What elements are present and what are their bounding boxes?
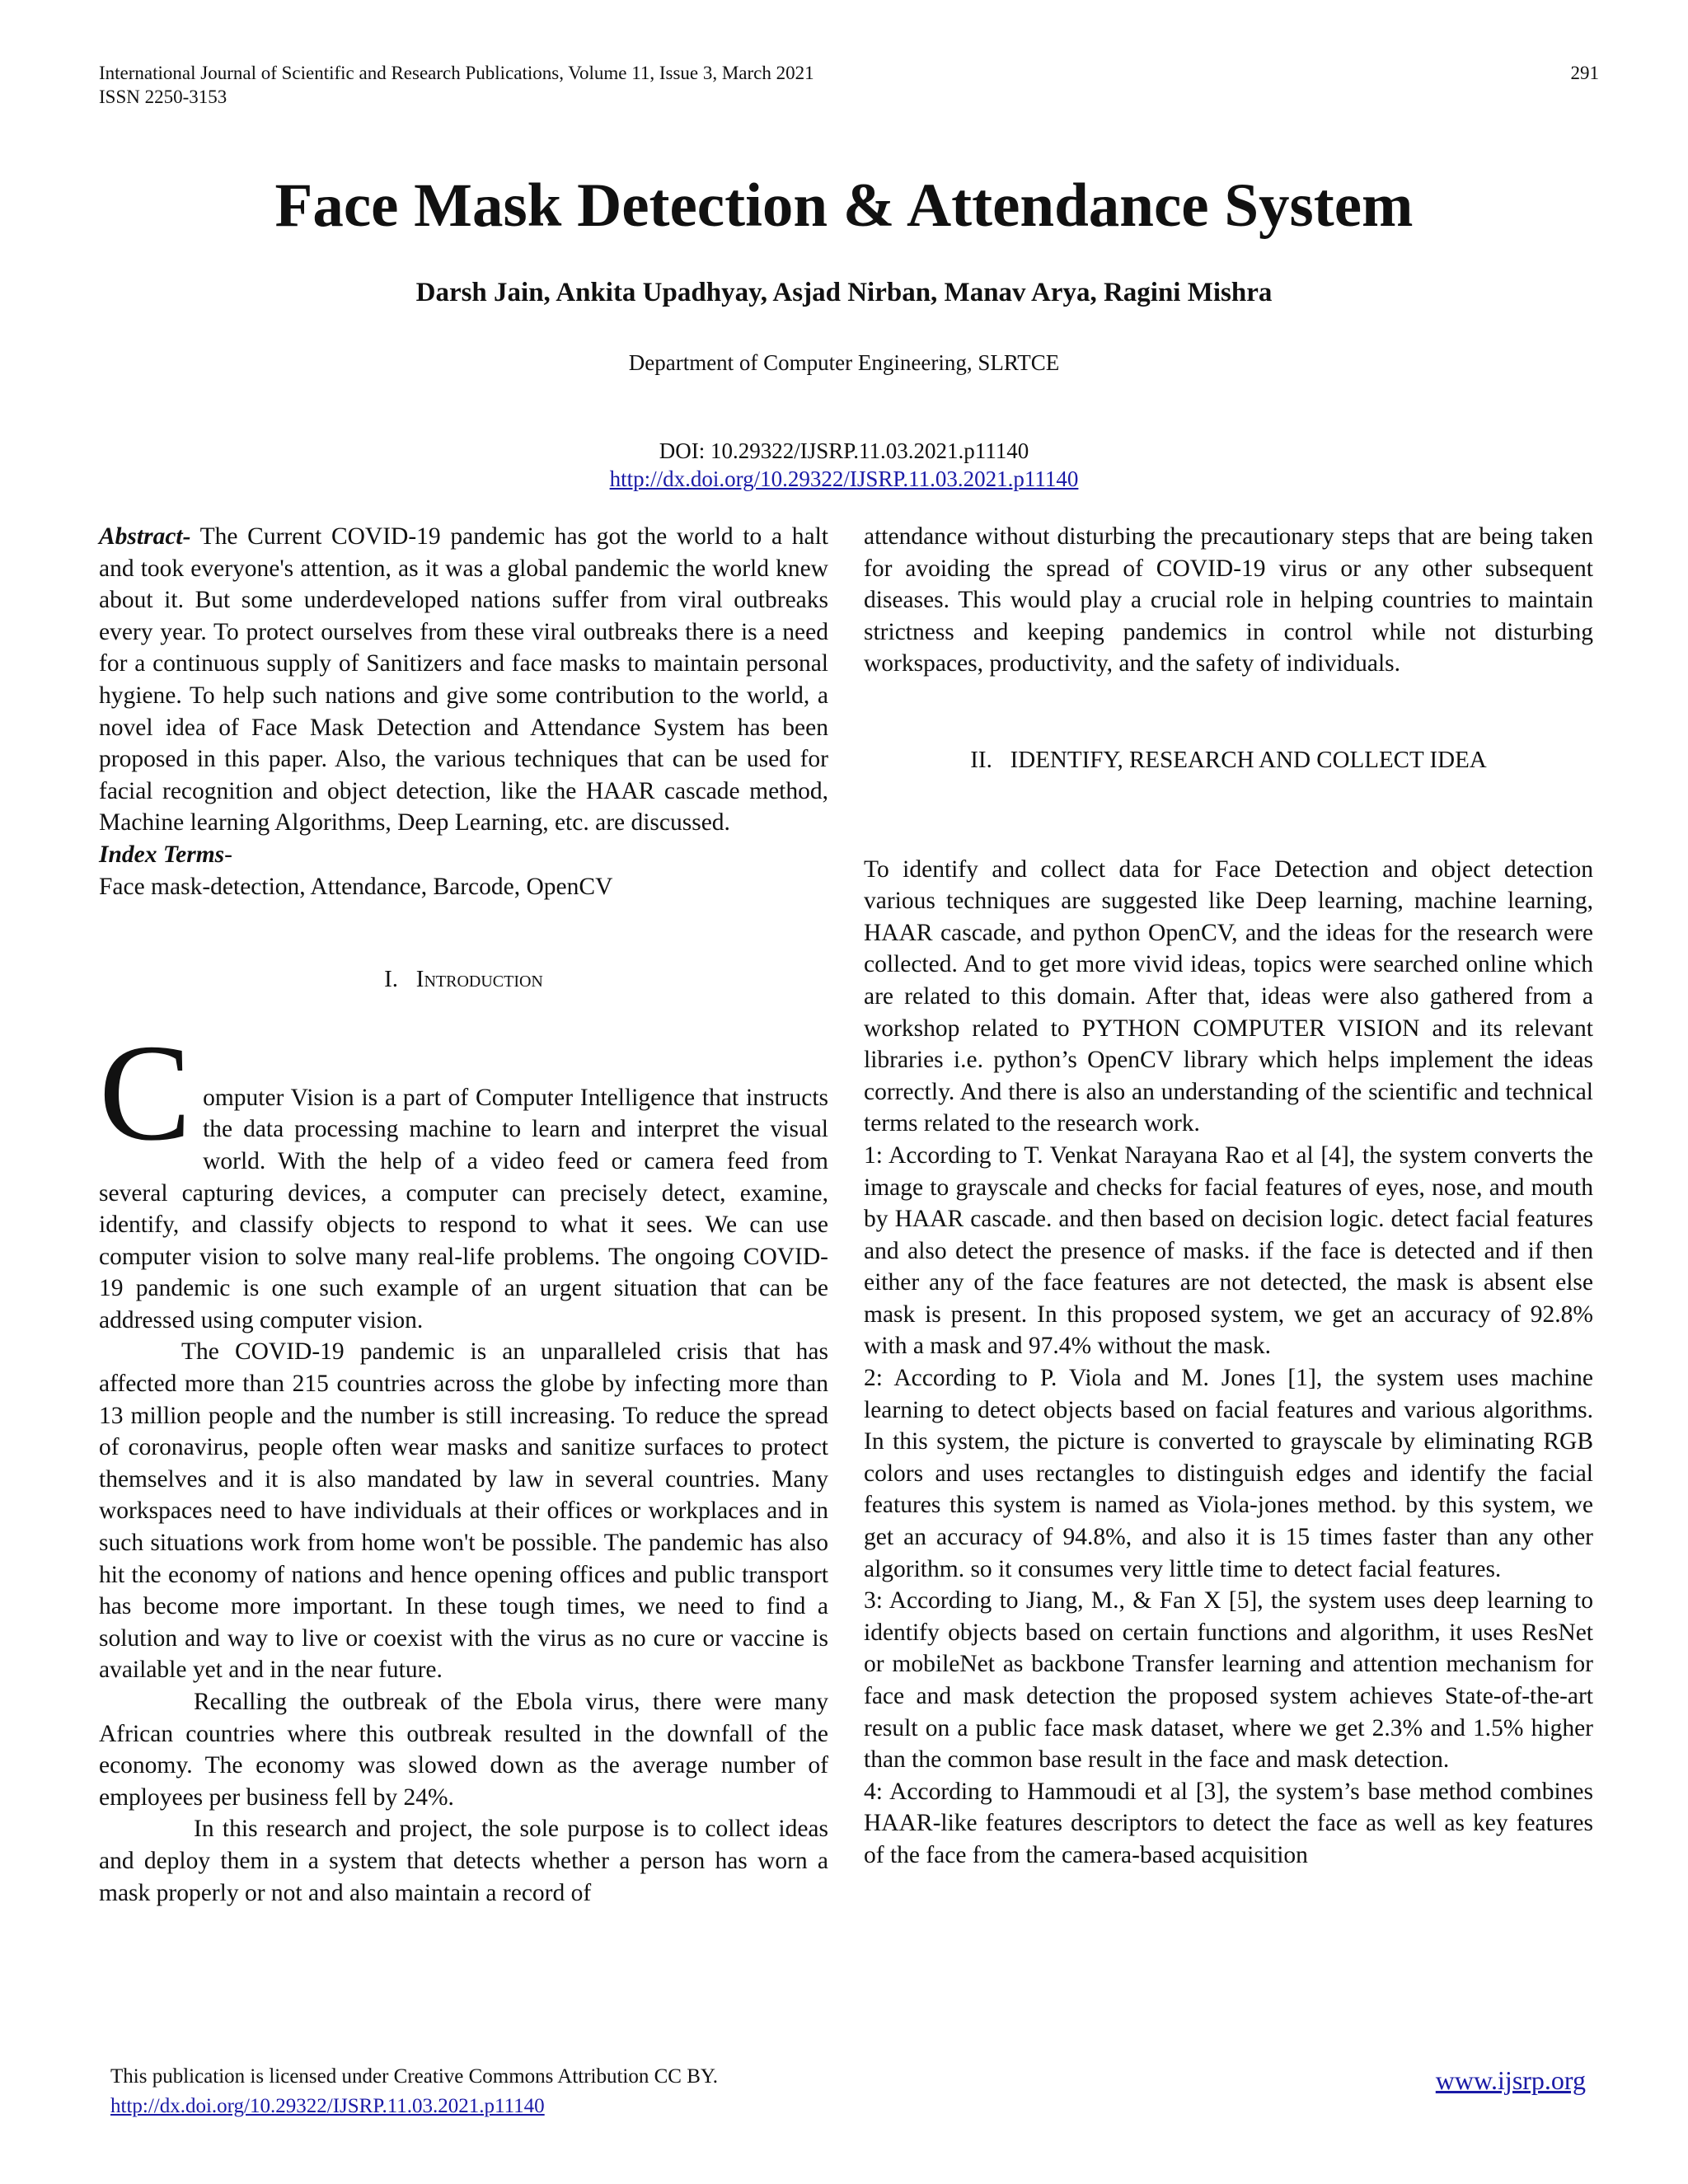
issn: ISSN 2250-3153 <box>99 87 227 107</box>
journal-name: International Journal of Scientific and Research Publications, Volume 11, Issue 3, March 2021 <box>99 63 814 83</box>
intro-paragraph-4: In this research and project, the sole purpose is to collect ideas and deploy them in a system that detects whether a person has worn a mask properly or not and also maintain a record of <box>99 1816 828 1906</box>
section2-item-3: 3: According to Jiang, M., & Fan X [5], the system uses deep learning to identify objects based on certain functions and algorithm, it uses ResNet or mobileNet as backbone Transfer learning and attention mechanism for face and mask detection the proposed system achieves State-of-the-art result on a public face mask dataset, where we get 2.3% and 1.5% higher than the common base result in the face and mask detection. <box>864 1587 1593 1774</box>
abstract-text: The Current COVID-19 pandemic has got the world to a halt and took everyone's attention, as it was a global pandemic the world knew about it. But some underdeveloped nations suffer from viral outbreaks every year. To protect ourselves from these viral outbreaks there is a need for a continuous supply of Sanitizers and face masks to maintain personal hygiene. To help such nations and give some contribution to the world, a novel idea of Face Mask Detection and Attendance System has been proposed in this paper. Also, the various techniques that can be used for facial recognition and object detection, like the HAAR cascade method, Machine learning Algorithms, Deep Learning, etc. are discussed. <box>99 523 828 837</box>
footer-doi-link[interactable]: http://dx.doi.org/10.29322/IJSRP.11.03.2021.p11140 <box>110 2095 545 2117</box>
index-terms: Face mask-detection, Attendance, Barcode, OpenCV <box>99 873 613 900</box>
doi-link[interactable]: http://dx.doi.org/10.29322/IJSRP.11.03.2021.p11140 <box>609 466 1079 491</box>
section2-paragraph-1: To identify and collect data for Face Detection and object detection various techniques are suggested like Deep learning, machine learning, HAAR cascade, and python OpenCV, and the ideas for the research were collected. And to get more vivid ideas, topics were searched online which are related to this domain. After that, ideas were also gathered from a workshop related to PYTHON COMPUTER VISION and its relevant libraries i.e. python’s OpenCV library which helps implement the ideas correctly. And there is also an understanding of the scientific and technical terms related to the research work. <box>864 855 1593 1137</box>
paper-title: Face Mask Detection & Attendance System <box>274 171 1414 240</box>
doi-block <box>0 437 1688 493</box>
index-terms-dash: - <box>224 841 232 868</box>
running-header <box>99 61 1599 109</box>
index-terms-heading <box>99 839 828 871</box>
section-heading-identify <box>864 744 1593 776</box>
drop-cap: C <box>99 1015 192 1169</box>
section-number: I. <box>384 966 399 993</box>
index-terms-label: Index Terms <box>99 841 225 868</box>
website-link-wrap <box>1436 2065 1586 2096</box>
abstract <box>99 521 828 839</box>
section2-item-2: 2: According to P. Viola and M. Jones [1], the system uses machine learning to detect objects based on facial features and various algorithms. In this system, the picture is converted to grayscale by eliminating RGB colors and uses rectangles to distinguish edges and identify the facial features this system is named as Viola-jones method. by this system, we get an accuracy of 94.8%, and also it is 15 times faster than any other algorithm. so it consumes very little time to detect facial features. <box>864 1365 1593 1582</box>
doi-text: DOI: 10.29322/IJSRP.11.03.2021.p11140 <box>659 438 1029 463</box>
section-title: IDENTIFY, RESEARCH AND COLLECT IDEA <box>1010 746 1487 773</box>
footer <box>110 2062 718 2121</box>
section2-item-1: 1: According to T. Venkat Narayana Rao et al [4], the system converts the image to grayscale and checks for facial features of eyes, nose, and mouth by HAAR cascade. and then based on decision logic. detect facial features and also detect the presence of masks. if the face is detected and if then either any of the face features are not detected, the mask is absent else mask is present. In this proposed system, we get an accuracy of 92.8% with a mask and 97.4% without the mask. <box>864 1141 1593 1360</box>
website-link[interactable]: www.ijsrp.org <box>1435 2065 1586 2095</box>
license-text: This publication is licensed under Creative Commons Attribution CC BY. <box>110 2065 718 2088</box>
section-number: II. <box>970 746 992 773</box>
author-list: Darsh Jain, Ankita Upadhyay, Asjad Nirban, Manav Arya, Ragini Mishra <box>415 278 1273 307</box>
abstract-label: Abstract- <box>99 523 191 550</box>
section-title: Introduction <box>415 966 543 993</box>
right-column <box>864 521 1593 1872</box>
intro-paragraph-1: Computer Vision is a part of Computer Intelligence that instructs the data processing machine to learn and interpret the visual world. With the help of a video feed or camera feed from several capturing devices, a computer can precisely detect, examine, identify, and classify objects to respond to what it sees. We can use computer vision to solve many real-life problems. The ongoing COVID-19 pandemic is one such example of an urgent situation that can be addressed using computer vision. <box>99 1015 828 1333</box>
intro-paragraph-4-continued: attendance without disturbing the precautionary steps that are being taken for avoiding the spread of COVID-19 virus or any other subsequent diseases. This would play a crucial role in helping countries to maintain strictness and keeping pandemics in control while not disturbing workspaces, productivity, and the safety of individuals. <box>864 523 1593 677</box>
left-column <box>99 521 828 1909</box>
affiliation: Department of Computer Engineering, SLRTCE <box>628 350 1060 375</box>
section2-item-4: 4: According to Hammoudi et al [3], the system’s base method combines HAAR-like features descriptors to detect the face as well as key features of the face from the camera-based acquisition <box>864 1778 1593 1868</box>
intro-paragraph-2: The COVID-19 pandemic is an unparalleled crisis that has affected more than 215 countries across the globe by infecting more than 13 million people and the number is still increasing. To reduce the spread of coronavirus, people often wear masks and sanitize surfaces to protect themselves and it is also mandated by law in several countries. Many workspaces need to have individuals at their offices or workplaces and in such situations work from home won't be possible. The pandemic has also hit the economy of nations and hence opening offices and public transport has become more important. In these tough times, we need to find a solution and way to live or coexist with the virus as no cure or vaccine is available yet and in the near future. <box>99 1338 828 1684</box>
section-heading-introduction <box>99 963 828 996</box>
intro-paragraph-3: Recalling the outbreak of the Ebola virus, there were many African countries where this outbreak resulted in the downfall of the economy. The economy was slowed down as the average number of employees per business fell by 24%. <box>99 1689 828 1811</box>
page-number: 291 <box>1570 63 1599 83</box>
